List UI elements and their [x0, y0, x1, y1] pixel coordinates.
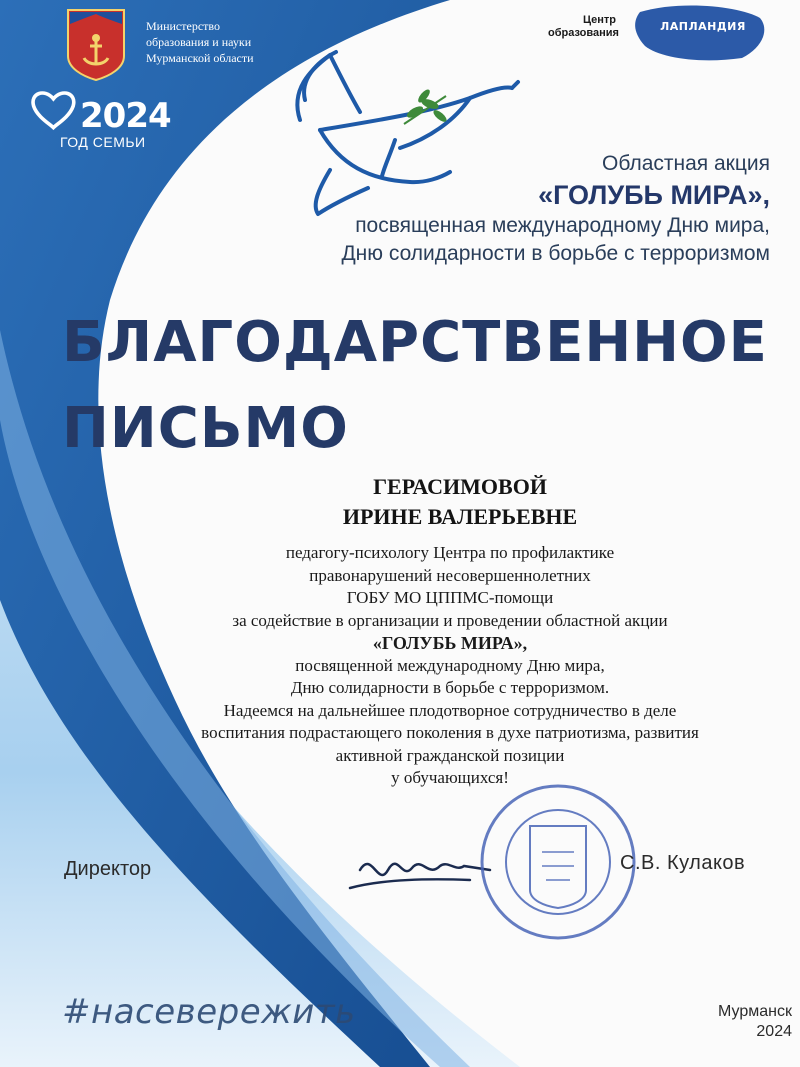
- ministry-line-3: Мурманской области: [146, 51, 254, 65]
- body-line: активной гражданской позиции: [335, 745, 565, 765]
- body-line: воспитания подрастающего поколения в духе патриотизма, развития: [201, 723, 699, 742]
- action-heading: [230, 150, 770, 268]
- body-line: правонарушений несовершеннолетних: [309, 565, 591, 585]
- body-line: Дню солидарности в борьбе с терроризмом.: [290, 678, 610, 697]
- document-title-line-2: ПИСЬМО: [62, 396, 349, 461]
- place-and-year: [660, 1002, 792, 1042]
- body-line: у обучающихся!: [391, 768, 509, 787]
- center-label-line-2: образования: [548, 27, 619, 39]
- coat-of-arms: [68, 10, 124, 80]
- body-action-title: «ГОЛУБЬ МИРА»,: [372, 633, 528, 653]
- ministry-name: [146, 18, 296, 66]
- hashtag: #насевережить: [62, 992, 356, 1032]
- body-line: ГОБУ МО ЦППМС-помощи: [346, 588, 554, 607]
- letter-body: [150, 542, 750, 790]
- official-stamp: [482, 786, 634, 938]
- city-name: Мурманск: [718, 1003, 792, 1020]
- document-title-line-1: БЛАГОДАРСТВЕННОЕ: [62, 310, 768, 375]
- year-caption: ГОД СЕМЬИ: [60, 134, 146, 150]
- document-title: [62, 300, 782, 472]
- year-of-family-logo: [58, 96, 171, 150]
- issue-year: 2024: [756, 1023, 792, 1040]
- action-line-3: посвященная международному Дню мира,: [355, 214, 770, 237]
- recipient-given-names: ИРИНЕ ВАЛЕРЬЕВНЕ: [342, 504, 578, 529]
- action-title: «ГОЛУБЬ МИРА»,: [538, 180, 770, 210]
- action-line-4: Дню солидарности в борьбе с терроризмом: [341, 242, 770, 265]
- center-label-line-1: Центр: [582, 14, 616, 26]
- body-line: посвященной международному Дню мира,: [295, 655, 605, 675]
- action-line-1: Областная акция: [602, 152, 770, 175]
- education-center-label: [548, 14, 619, 40]
- body-line: педагогу-психологу Центра по профилактике: [285, 543, 615, 562]
- body-line: за содействие в организации и проведении областной акции: [232, 610, 668, 630]
- lapland-brand: ЛАПЛАНДИЯ: [660, 20, 746, 33]
- director-label: Директор: [64, 858, 152, 880]
- body-line: Надеемся на дальнейшее плодотворное сотрудничество в деле: [223, 700, 677, 720]
- signer-name: С.В. Кулаков: [620, 852, 746, 874]
- recipient-name: [240, 472, 680, 532]
- ministry-line-2: образования и науки: [146, 35, 252, 49]
- year-number: 2024: [80, 96, 171, 136]
- ministry-line-1: Министерство: [146, 19, 220, 33]
- recipient-surname: ГЕРАСИМОВОЙ: [373, 474, 547, 499]
- signature-scribble: [350, 864, 490, 888]
